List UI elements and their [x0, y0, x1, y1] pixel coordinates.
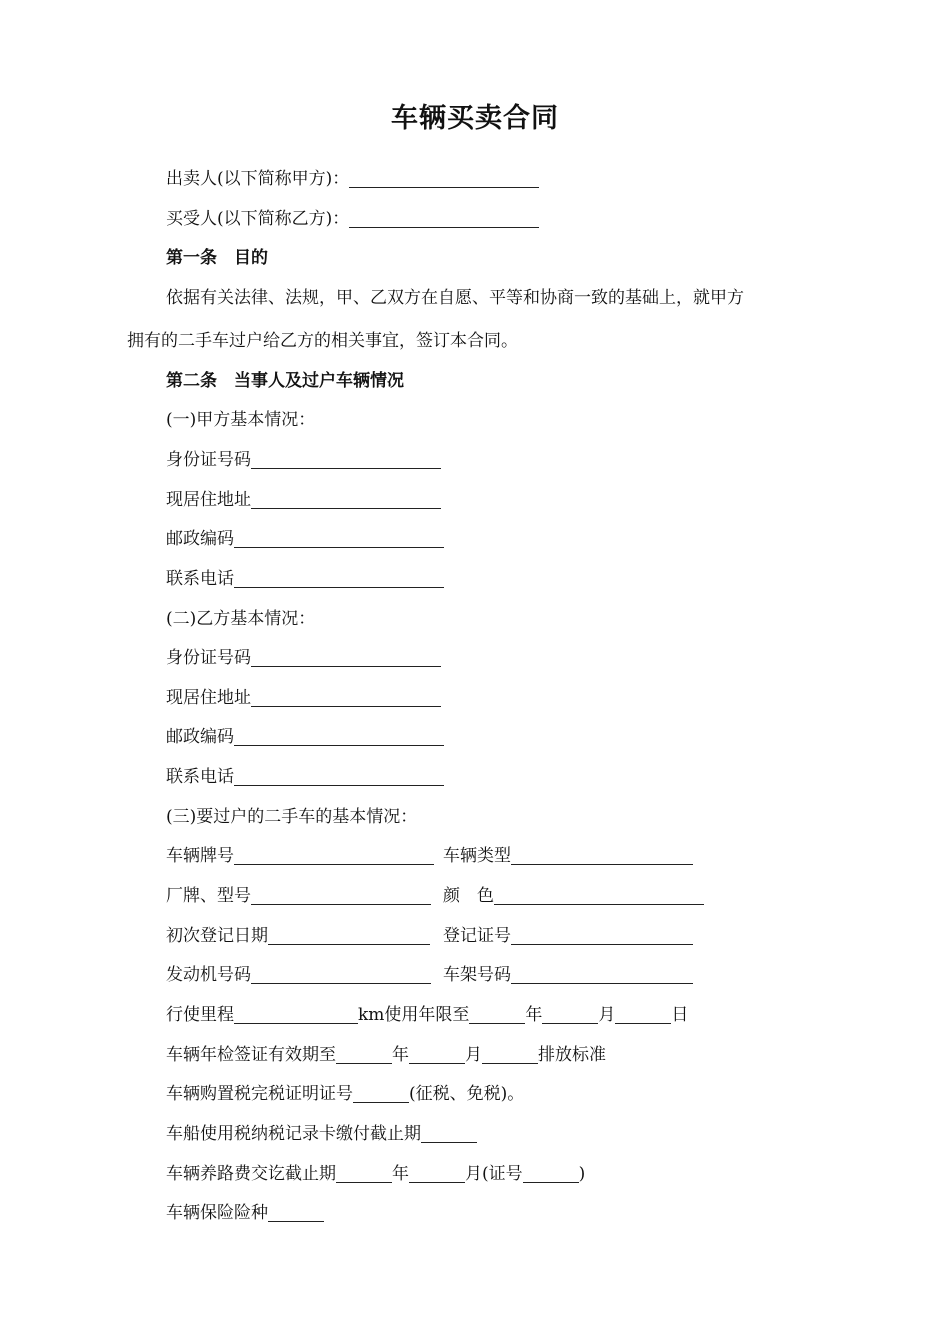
party-b-address-line: [166, 686, 441, 710]
vehicle-type-label: 车辆类型: [443, 846, 511, 866]
article-1-heading: 第一条 目的: [166, 248, 268, 268]
party-a-id-blank[interactable]: [251, 451, 441, 469]
party-b-phone-line: [166, 765, 444, 789]
vehicle-mileage-line: [166, 1003, 688, 1027]
inspection-month-label: 月: [465, 1045, 482, 1065]
party-b-postcode-line: [166, 725, 444, 749]
vehicle-heading: (三)要过户的二手车的基本情况：: [166, 807, 418, 827]
vehicle-engine-frame-line: [166, 963, 786, 987]
party-a-heading: (一)甲方基本情况：: [166, 410, 316, 430]
emission-blank[interactable]: [482, 1046, 538, 1064]
vessel-tax-label: 车船使用税纳税记录卡缴付截止期: [166, 1124, 421, 1144]
vehicle-service-life-label: km使用年限至: [358, 1005, 470, 1025]
party-a-phone-label: 联系电话: [166, 569, 234, 589]
service-month-blank[interactable]: [542, 1006, 598, 1024]
vehicle-engine-label: 发动机号码: [166, 965, 251, 985]
service-day-blank[interactable]: [615, 1006, 671, 1024]
purchase-tax-line: [166, 1082, 524, 1106]
party-b-postcode-blank[interactable]: [234, 728, 444, 746]
road-fee-cert-blank[interactable]: [523, 1165, 579, 1183]
inspection-year-blank[interactable]: [336, 1046, 392, 1064]
vehicle-mileage-label: 行使里程: [166, 1005, 234, 1025]
inspection-year-label: 年: [392, 1045, 409, 1065]
vehicle-inspection-label: 车辆年检签证有效期至: [166, 1045, 336, 1065]
vehicle-brand-label: 厂牌、型号: [166, 886, 251, 906]
party-a-address-label: 现居住地址: [166, 490, 251, 510]
purchase-tax-note: (征税、免税)。: [409, 1084, 525, 1104]
road-fee-cert-close: ): [578, 1164, 586, 1184]
party-a-phone-line: [166, 567, 444, 591]
vessel-tax-line: [166, 1122, 477, 1146]
vessel-tax-blank[interactable]: [421, 1125, 477, 1143]
article-2-heading: 第二条 当事人及过户车辆情况: [166, 371, 404, 391]
road-fee-month-blank[interactable]: [409, 1165, 465, 1183]
party-b-address-blank[interactable]: [251, 689, 441, 707]
vehicle-frame-label: 车架号码: [443, 965, 511, 985]
party-a-address-blank[interactable]: [251, 491, 441, 509]
buyer-line: [166, 207, 539, 231]
party-a-address-line: [166, 488, 441, 512]
road-fee-year-label: 年: [392, 1164, 409, 1184]
vehicle-engine-blank[interactable]: [251, 966, 431, 984]
purchase-tax-blank[interactable]: [353, 1085, 409, 1103]
party-b-id-label: 身份证号码: [166, 648, 251, 668]
party-a-phone-blank[interactable]: [234, 570, 444, 588]
seller-label: 出卖人(以下简称甲方)：: [166, 169, 350, 189]
vehicle-reg-cert-blank[interactable]: [511, 927, 693, 945]
vehicle-plate-blank[interactable]: [234, 847, 434, 865]
road-fee-line: [166, 1162, 585, 1186]
party-b-heading: (二)乙方基本情况：: [166, 609, 316, 629]
vehicle-plate-type-line: [166, 844, 786, 868]
month-label: 月: [598, 1005, 616, 1025]
insurance-line: [166, 1201, 324, 1225]
day-label: 日: [671, 1005, 689, 1025]
emission-label: 排放标准: [538, 1045, 606, 1065]
road-fee-label: 车辆养路费交讫截止期: [166, 1164, 336, 1184]
insurance-blank[interactable]: [268, 1204, 324, 1222]
party-a-postcode-line: [166, 527, 444, 551]
seller-blank[interactable]: [349, 170, 539, 188]
vehicle-first-reg-label: 初次登记日期: [166, 926, 268, 946]
inspection-month-blank[interactable]: [409, 1046, 465, 1064]
vehicle-first-reg-blank[interactable]: [268, 927, 430, 945]
vehicle-brand-color-line: [166, 884, 786, 908]
page-title: 车辆买卖合同: [391, 103, 559, 134]
vehicle-registration-line: [166, 924, 786, 948]
buyer-blank[interactable]: [349, 210, 539, 228]
party-a-postcode-blank[interactable]: [234, 530, 444, 548]
vehicle-color-label: 颜 色: [443, 886, 494, 906]
service-year-blank[interactable]: [469, 1006, 525, 1024]
article-1-text-line1: 依据有关法律、法规，甲、乙双方在自愿、平等和协商一致的基础上，就甲方: [166, 288, 744, 308]
party-b-address-label: 现居住地址: [166, 688, 251, 708]
vehicle-brand-blank[interactable]: [251, 887, 431, 905]
vehicle-frame-blank[interactable]: [511, 966, 693, 984]
party-a-id-label: 身份证号码: [166, 450, 251, 470]
vehicle-type-blank[interactable]: [511, 847, 693, 865]
vehicle-mileage-blank[interactable]: [234, 1006, 358, 1024]
party-b-phone-blank[interactable]: [234, 768, 444, 786]
road-fee-cert-label: 月(证号: [465, 1164, 523, 1184]
vehicle-color-blank[interactable]: [494, 887, 704, 905]
party-a-id-line: [166, 448, 441, 472]
buyer-label: 买受人(以下简称乙方)：: [166, 209, 350, 229]
seller-line: [166, 167, 539, 191]
party-b-postcode-label: 邮政编码: [166, 727, 234, 747]
vehicle-reg-cert-label: 登记证号: [443, 926, 511, 946]
party-a-postcode-label: 邮政编码: [166, 529, 234, 549]
article-1-text-line2: 拥有的二手车过户给乙方的相关事宜，签订本合同。: [127, 331, 518, 351]
insurance-label: 车辆保险险种: [166, 1203, 268, 1223]
purchase-tax-label: 车辆购置税完税证明证号: [166, 1084, 353, 1104]
vehicle-inspection-line: [166, 1043, 606, 1067]
party-b-phone-label: 联系电话: [166, 767, 234, 787]
road-fee-year-blank[interactable]: [336, 1165, 392, 1183]
year-label: 年: [525, 1005, 543, 1025]
party-b-id-blank[interactable]: [251, 649, 441, 667]
party-b-id-line: [166, 646, 441, 670]
vehicle-plate-label: 车辆牌号: [166, 846, 234, 866]
